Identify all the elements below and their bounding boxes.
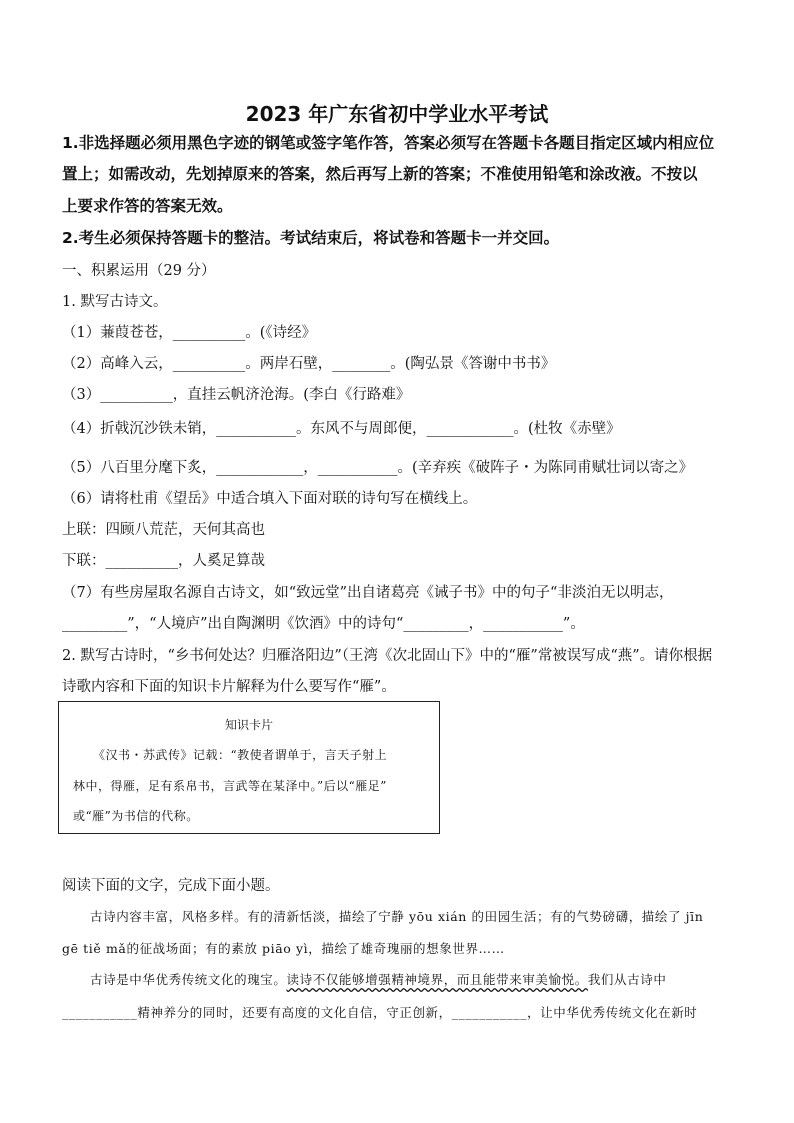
card-line-2: 林中，得雁，足有系帛书，言武等在某泽中。”后以“雁足” [73, 779, 387, 793]
passage-p1-line-2: gē tiě mǎ的征战场面；有的素放 piāo yì，描绘了雄奇瑰丽的想象世界…… [62, 941, 505, 956]
notice-line-4: 2.考生必须保持答题卡的整洁。考试结束后，将试卷和答题卡一并交回。 [62, 229, 560, 247]
q1-item-4: （4）折戟沉沙铁未销，___________。东风不与周郎便，____________。(杜牧《赤壁》 [62, 421, 621, 437]
passage-p1-line-1: 古诗内容丰富，风格多样。有的清新恬淡，描绘了宁静 yōu xián 的田园生活；有的气势磅礴，描绘了 jīn [90, 909, 704, 924]
q1-stem: 1. 默写古诗文。 [62, 294, 168, 310]
q2-line-1: 2. 默写古诗时，“乡书何处达？归雁洛阳边”（王湾《次北固山下》中的“雁”常被误写成“燕”。请你根据 [62, 648, 713, 664]
notice-line-3: 上要求作答的答案无效。 [62, 197, 233, 215]
q1-item-lower-couplet: 下联：__________，人奚足算哉 [62, 553, 265, 569]
reading-intro: 阅读下面的文字，完成下面小题。 [62, 878, 280, 894]
passage-underlined-sentence: 读诗不仅能够增强精神境界，而且能带来审美愉悦。 [286, 972, 588, 987]
q1-item-6: （6）请将杜甫《望岳》中适合填入下面对联的诗句写在横线上。 [62, 491, 478, 507]
notice-line-2: 置上；如需改动，先划掉原来的答案，然后再写上新的答案；不准使用铅笔和涂改液。不按以 [62, 165, 698, 183]
q1-item-3: （3）__________，直挂云帆济沧海。(李白《行路难》 [62, 387, 411, 403]
q2-line-2: 诗歌内容和下面的知识卡片解释为什么要写作“雁”。 [62, 679, 396, 695]
section-heading: 一、积累运用（29 分） [62, 263, 216, 279]
q1-item-7: （7）有些房屋取名源自古诗文，如“致远堂”出自诸葛亮《诫子书》中的句子“非淡泊无以明志， [62, 585, 674, 601]
q1-item-2: （2）高峰入云，__________。两岸石壁，________。(陶弘景《答谢中书书》 [62, 356, 556, 372]
q1-item-1: （1）蒹葭苍苍，__________。(《诗经》 [62, 325, 317, 341]
q1-item-upper-couplet: 上联：四顾八荒茫，天何其高也 [62, 522, 265, 538]
notice-line-1: 1.非选择题必须用黑色字迹的钢笔或签字笔作答，答案必须写在答题卡各题目指定区域内相应位 [62, 134, 715, 152]
q1-item-5: （5）八百里分麾下炙，____________，___________。(辛弃疾《破阵子・为陈同甫赋壮词以寄之》 [62, 460, 694, 476]
card-title: 知识卡片 [224, 718, 273, 732]
passage-p2-line-1 [90, 970, 666, 988]
passage-p2-post: 我们从古诗中 [587, 972, 667, 987]
q1-item-7-cont: _________”，“人境庐”出自陶渊明《饮酒》中的诗句“_________，___________”。 [62, 616, 585, 632]
card-line-1: 《汉书・苏武传》记载：“教使者谓单于，言天子射上 [93, 748, 388, 762]
page-title: 2023 年广东省初中学业水平考试 [245, 102, 549, 126]
passage-p2-line-2: ___________精神养分的同时，还要有高度的文化自信，守正创新，___________，让中华优秀传统文化在新时 [62, 1005, 698, 1020]
knowledge-card [58, 701, 440, 834]
card-line-3: 或“雁”为书信的代称。 [73, 809, 199, 823]
passage-p2-pre: 古诗是中华优秀传统文化的瑰宝。 [90, 972, 287, 987]
